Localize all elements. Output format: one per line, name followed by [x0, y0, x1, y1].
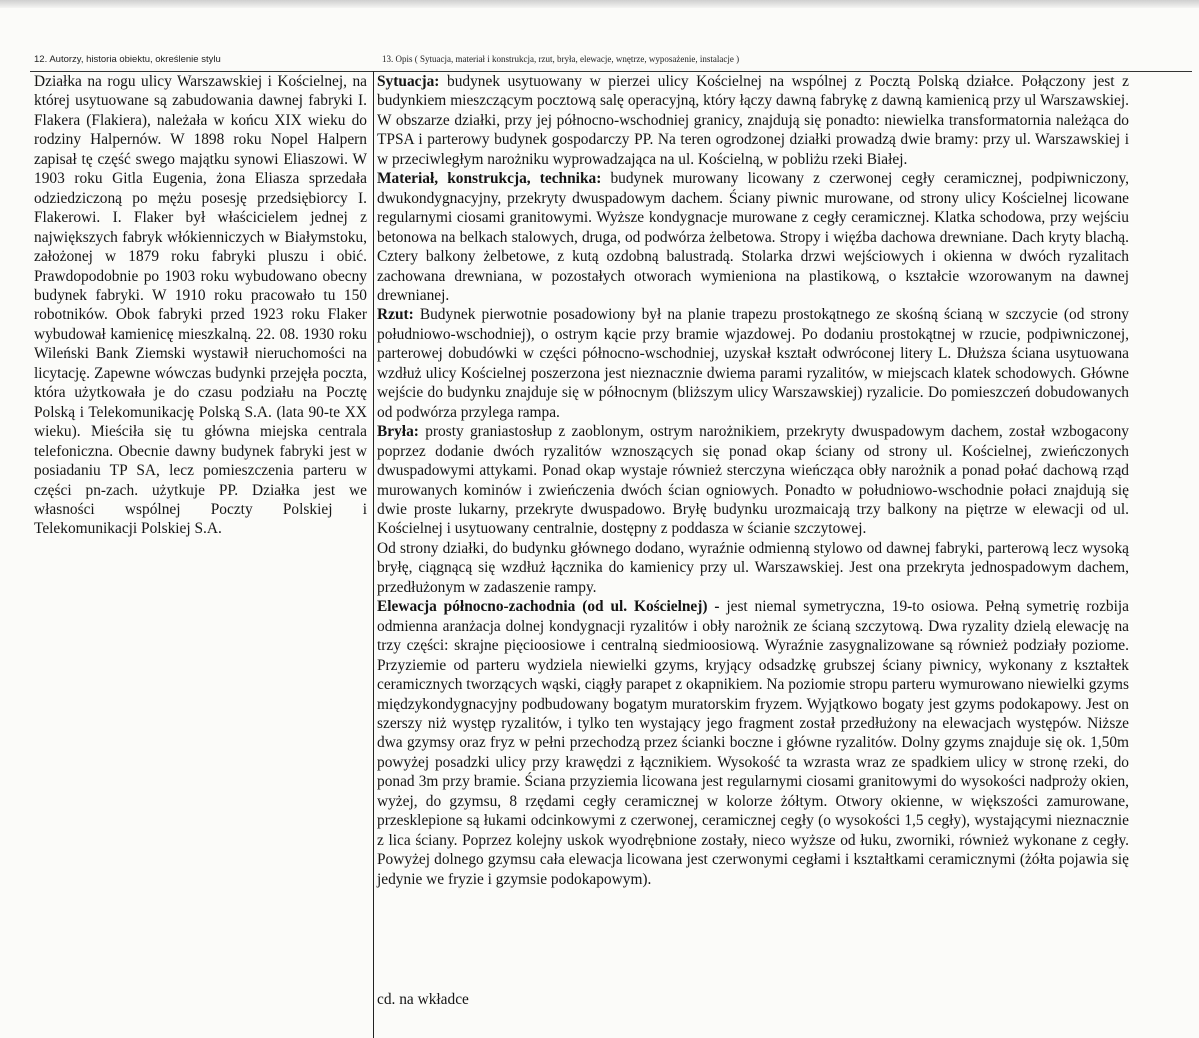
paragraph-situation: [377, 72, 1129, 169]
scan-top-edge: [0, 0, 1199, 8]
paragraph-plan: [377, 305, 1129, 422]
paragraph-material: [377, 169, 1129, 305]
heading-massing: Bryła:: [377, 423, 419, 441]
column-divider: [373, 71, 374, 1038]
text-annex: Od strony działki, do budynku głównego dodano, wyraźnie odmienną stylowo od dawnej fabryki, parterową lecz wysoką bryłę, ciągnącą się wzdłuż łącznika do kamienicy przy ul. Warszawskiej. Jest ona przekryta jednospadowym dachem, przedłużonym w zadaszenie rampy.: [377, 539, 1129, 596]
continued-note: cd. na wkładce: [377, 991, 469, 1008]
text-material: budynek murowany licowany z czerwonej cegły ceramicznej, podpiwniczony, dwukondygnacyjny, przekryty dwuspadowym dachem. Ściany piwnic murowane, od strony ulicy Kościelnej licowane regularnymi ciosami granitowymi. Wyższe kondygnacje murowane z cegły ceramicznej. Klatka schodowa, przy wejściu betonowa na belkach stalowych, druga, od podwórza żelbetowa. Stropy i więźba dachowa drewniane. Dach kryty blachą. Cztery balkony żelbetowe, z kutą ozdobną balustradą. Stolarka drzwi wejściowych i okienna w dwóch ryzalitach zachowana drewniana, w pozostałych otworach wymieniona na plastikową, o kształcie wzorowanym na dawnej drewnianej.: [377, 170, 1129, 304]
section-12-header: 12. Autorzy, historia obiektu, określenie stylu: [34, 54, 221, 65]
text-situation: budynek usytuowany w pierzei ulicy Kościelnej na wspólnej z Pocztą Polską działce. Połączony jest z budynkiem mieszczącym pocztową salę operacyjną, który łączy dawną fabrykę z dawną kamienicą przy ul Warszawskiej. W obszarze działki, przy jej północno-wschodniej granicy, znajdują się ponadto: niewielka transformatornia należąca do TPSA i parterowy budynek gospodarczy PP. Na teren ogrodzonej działki prowadzą dwie bramy: przy ul. Warszawskiej i w przeciwległym narożniku wyprowadzająca na ul. Kościelną, w pobliżu rzeki Białej.: [377, 73, 1129, 168]
history-text: Działka na rogu ulicy Warszawskiej i Kościelnej, na której usytuowane są zabudowania dawnej fabryki I. Flakera (Flakiera), należała w końcu XIX wieku do rodziny Halpernów. W 1898 roku Nopel Halpern zapisał tę część swego majątku synowi Eliaszowi. W 1903 roku Gitla Eugenia, żona Eliasza sprzedała odziedziczoną po mężu posesję przedsiębiorcy I. Flakerowi. I. Flaker był właścicielem jednej z największych fabryk włókienniczych w Białymstoku, założonej w 1879 roku fabryki pluszu i obić. Prawdopodobnie po 1903 roku wybudowano obecny budynek fabryki. W 1910 roku pracowało tu 150 robotników. Obok fabryki przed 1923 roku Flaker wybudował kamienicę mieszkalną. 22. 08. 1930 roku Wileński Bank Ziemski wystawił nieruchomości na licytację. Zapewne wówczas budynki przejęła poczta, która użytkowała je do czasu podziału na Pocztę Polską i Telekomunikację Polską S.A. (lata 90-te XX wieku). Mieściła się tu główna miejska centrala telefoniczna. Obecnie dawny budynek fabryki jest w posiadaniu TP SA, lecz pomieszczenia parteru w części pn-zach. użytkuje PP. Działka jest we własności wspólnej Poczty Polskiej i Telekomunikacji Polskiej S.A.: [34, 73, 367, 538]
text-plan: Budynek pierwotnie posadowiony był na planie trapezu prostokątnego ze skośną ścianą w szczycie (od strony południowo-wschodniej), o ostrym kącie przy bramie wjazdowej. Po dodaniu prostokątnej w rzucie, podpiwniczonej, parterowej dobudówki w części północno-wschodniej, uzyskał kształt odwróconej litery L. Dłuższa ściana usytuowana wzdłuż ulicy Kościelnej poszerzona jest nieznacznie dwiema parami ryzalitów, w miejscach klatek schodowych. Główne wejście do budynku znajduje się w północnym (bliższym ulicy Warszawskiej) ryzalicie. Do pomieszczeń dobudowanych od podwórza przylega rampa.: [377, 306, 1129, 421]
text-elevation: jest niemal symetryczna, 19-to osiowa. Pełną symetrię rozbija odmienna aranżacja dolnej kondygnacji ryzalitów i obły narożnik ze ścianą szczytową. Dwa ryzality dzielą elewację na trzy części: skrajne pięcioosiowe i centralną siedmioosiową. Wyraźnie zasygnalizowane są również podziały poziome. Przyziemie od parteru wydziela niewielki gzyms, kryjący odsadzkę grubszej ściany piwnicy, wykonany z kształtek ceramicznych tworzących wąski, ciągły parapet z okapnikiem. Na poziomie stropu parteru wymurowano niewielki gzyms międzykondygnacyjny podbudowany bogatym muratorskim fryzem. Wyjątkowo bogaty jest gzyms podokapowy. Jest on szerszy niż występ ryzalitów, i tylko ten wystający jego fragment został przedłużony na elewacjach występów. Niższe dwa gzymsy oraz fryz w pełni przechodzą przez ścianki boczne i główne ryzalitów. Dolny gzyms znajduje się ok. 1,50m powyżej posadzki ulicy przy krawędzi z łącznikiem. Wysokość ta wzrasta wraz ze spadkiem ulicy w stronę rzeki, do ponad 3m przy bramie. Ściana przyziemia licowana jest regularnymi ciosami granitowymi do wysokości nadproży okien, wyżej, do gzymsu, 8 rzędami cegły ceramicznej w kolorze żółtym. Otwory okienne, w większości zamurowane, przesklepione są łukami odcinkowymi z czerwonej, ceramicznej cegły (o wysokości 1,5 cegły), wystającymi nieznacznie z lica ściany. Poprzez kolejny uskok wyodrębnione zostały, nieco wyższe od łuku, zworniki, również wykonane z cegły. Powyżej dolnego gzymsu cała elewacja licowana jest czerwonymi cegłami i kształtkami ceramicznymi (żółta pojawia się jedynie we fryzie i gzymsie podokapowym).: [377, 598, 1129, 888]
heading-situation: Sytuacja:: [377, 73, 440, 90]
heading-material: Materiał, konstrukcja, technika:: [377, 170, 602, 188]
description-column: [377, 72, 1129, 889]
paragraph-massing: [377, 422, 1129, 539]
paragraph-annex: [377, 539, 1129, 597]
paragraph-elevation: [377, 597, 1129, 889]
history-column: [34, 72, 367, 539]
heading-plan: Rzut:: [377, 306, 414, 324]
text-massing: prosty graniastosłup z zaoblonym, ostrym narożnikiem, przekryty dwuspadowym dachem, został wzbogacony poprzez dodanie dwóch ryzalitów wznoszących się ponad okap ściany od strony ul. Kościelnej, zwieńczonych dwuspadowymi attykami. Ponad okap wystaje również sterczyna wieńcząca obły narożnik a ponad połać dachową rząd murowanych kominów i zwieńczenia dwóch ścian ogniowych. Ponadto w południowo-wschodnie połaci znajdują się dwie proste lukarny, przekryte dwuspadowo. Bryłę budynku urozmaicają trzy balkony na piętrze w elewacji od ul. Kościelnej i usytuowany centralnie, dostępny z poddasza w ścianie szczytowej.: [377, 423, 1129, 538]
section-13-header: 13. Opis ( Sytuacja, materiał i konstrukcja, rzut, bryła, elewacje, wnętrze, wyposażenie, instalacje ): [382, 54, 740, 64]
heading-elevation: Elewacja północno-zachodnia (od ul. Kościelnej) -: [377, 598, 720, 616]
